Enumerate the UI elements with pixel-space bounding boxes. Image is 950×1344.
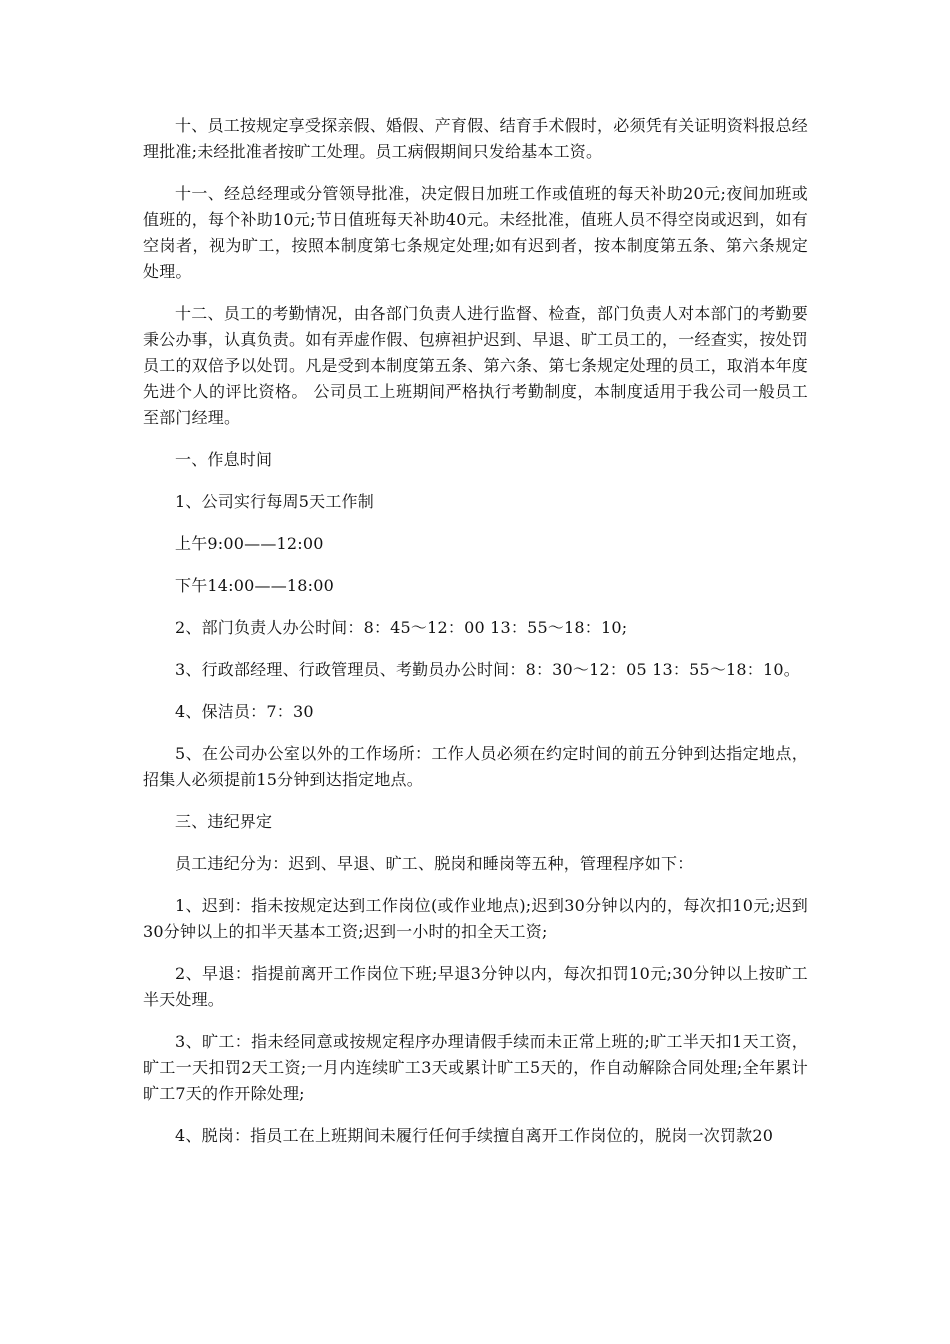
paragraph-rule-10: 十、员工按规定享受探亲假、婚假、产育假、结育手术假时，必须凭有关证明资料报总经理批准;未经批准者按旷工处理。员工病假期间只发给基本工资。 [143,116,808,161]
section-heading-violations: 三、违纪界定 [175,812,273,831]
paragraph-offsite-rule: 5、在公司办公室以外的工作场所：工作人员必须在约定时间的前五分钟到达指定地点，招集人必须提前15分钟到达指定地点。 [143,744,808,789]
paragraph-afternoon-hours: 下午14:00——18:00 [175,576,335,595]
paragraph-rule-12: 十二、员工的考勤情况，由各部门负责人进行监督、检查，部门负责人对本部门的考勤要秉公办事，认真负责。如有弄虚作假、包痹袒护迟到、早退、旷工员工的，一经查实，按处罚员工的双倍予以处罚。凡是受到本制度第五条、第六条、第七条规定处理的员工，取消本年度先进个人的评比资格。 公司员工上班期间严格执行考勤制度，本制度适用于我公司一般员工至部门经理。 [143,304,808,427]
paragraph-rule-11: 十一、经总经理或分管领导批准，决定假日加班工作或值班的每天补助20元;夜间加班或值班的，每个补助10元;节日值班每天补助40元。未经批准，值班人员不得空岗或迟到，如有空岗者，视为旷工，按照本制度第七条规定处理;如有迟到者，按本制度第五条、第六条规定处理。 [143,184,808,281]
paragraph-late: 1、迟到：指未按规定达到工作岗位(或作业地点);迟到30分钟以内的，每次扣10元;迟到30分钟以上的扣半天基本工资;迟到一小时的扣全天工资; [143,896,808,941]
document-body [143,113,808,1165]
paragraph-cleaner-hours: 4、保洁员：7：30 [175,702,314,721]
section-heading-work-hours: 一、作息时间 [175,450,273,469]
paragraph-dept-head-hours: 2、部门负责人办公时间：8：45～12：00 13：55～18：10; [175,618,628,637]
paragraph-early-leave: 2、早退：指提前离开工作岗位下班;早退3分钟以内，每次扣罚10元;30分钟以上按旷工半天处理。 [143,964,808,1009]
paragraph-work-week: 1、公司实行每周5天工作制 [175,492,374,511]
paragraph-violation-types: 员工违纪分为：迟到、早退、旷工、脱岗和睡岗等五种，管理程序如下： [175,854,694,873]
paragraph-morning-hours: 上午9:00——12:00 [175,534,324,553]
paragraph-admin-hours: 3、行政部经理、行政管理员、考勤员办公时间：8：30～12：05 13：55～18：10。 [175,660,800,679]
paragraph-off-post: 4、脱岗：指员工在上班期间未履行任何手续擅自离开工作岗位的，脱岗一次罚款20 [175,1126,774,1145]
paragraph-absence: 3、旷工：指未经同意或按规定程序办理请假手续而未正常上班的;旷工半天扣1天工资，旷工一天扣罚2天工资;一月内连续旷工3天或累计旷工5天的，作自动解除合同处理;全年累计旷工7天的作开除处理; [143,1032,808,1103]
